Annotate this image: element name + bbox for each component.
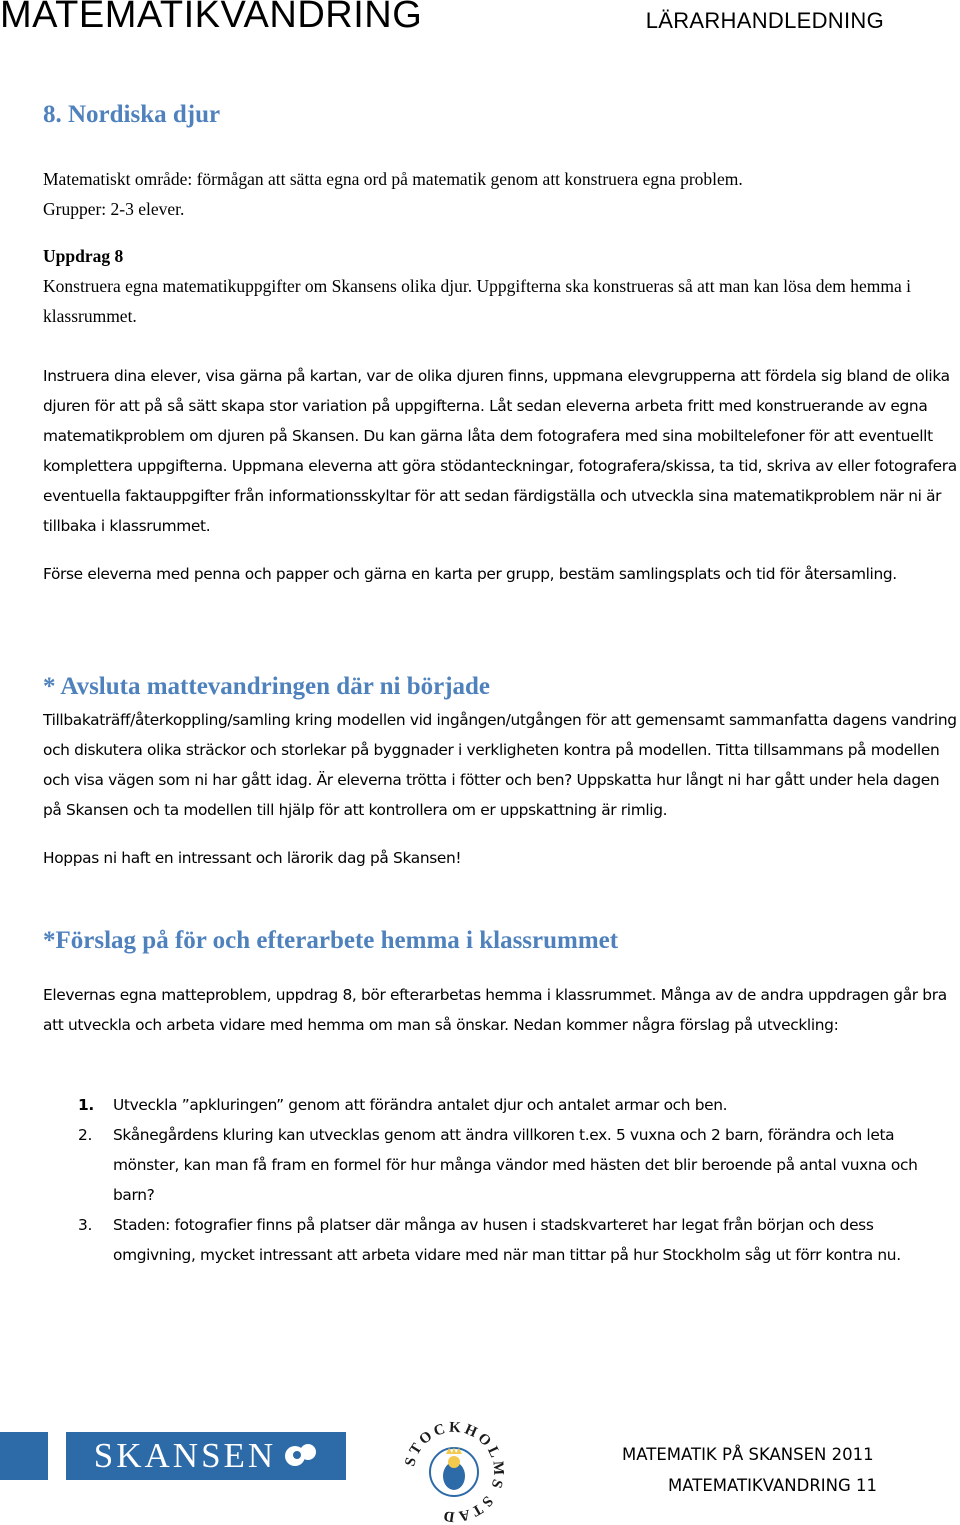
list-item	[43, 1210, 958, 1270]
instruction-block	[43, 361, 958, 589]
document-header-title: MATEMATIKVANDRING	[0, 0, 423, 36]
closing-text: Hoppas ni haft en intressant och lärorik dag på Skansen!	[43, 849, 462, 867]
followup-block	[43, 980, 958, 1040]
ending-block	[43, 705, 958, 873]
instruction-text: Instruera dina elever, visa gärna på kartan, var de olika djuren finns, uppmana elevgrupperna att fördela sig bland de olika djuren för att på så sätt skapa stor variation på uppgifterna. Låt sedan eleverna arbeta fritt med konstruerande av egna matematikproblem om djuren på Skansen. Du kan gärna låta dem fotografera med sina mobiltelefoner för att eventuellt komplettera uppgifterna. Uppmana eleverna att göra stödanteckningar, fotografera/skissa, ta tid, skriva av eller fotografera eventuella faktauppgifter från informationsskyltar för att sedan färdigställa och utveckla sina matematikproblem när ni är tillbaka i klassrummet.	[43, 367, 957, 535]
footer-accent-square	[0, 1432, 48, 1480]
materials-text: Förse eleverna med penna och papper och gärna en karta per grupp, bestäm samlingsplats och tid för återsamling.	[43, 565, 897, 583]
task-text: Konstruera egna matematikuppgifter om Skansens olika djur. Uppgifterna ska konstrueras så att man kan lösa dem hemma i klassrummet.	[43, 276, 911, 326]
footer-line-2: MATEMATIKVANDRING 11	[668, 1476, 878, 1495]
document-header-label: LÄRARHANDLEDNING	[645, 8, 884, 33]
stockholm-seal-icon	[402, 1420, 506, 1524]
followup-title: *Förslag på för och efterarbete hemma i klassrummet	[43, 927, 619, 954]
area-line: Matematiskt område: förmågan att sätta egna ord på matematik genom att konstruera egna problem.	[43, 169, 743, 189]
area-block	[43, 164, 943, 224]
list-item-text: Staden: fotografier finns på platser där många av husen i stadskvarteret har legat från början och dess omgivning, mycket intressant att arbeta vidare med när man tittar på hur Stockholm såg ut förr kontra nu.	[113, 1216, 901, 1264]
ending-title: * Avsluta mattevandringen där ni började	[43, 673, 491, 700]
followup-intro: Elevernas egna matteproblem, uppdrag 8, bör efterarbetas hemma i klassrummet. Många av de andra uppdragen går bra att utveckla och arbeta vidare med hemma om man så önskar. Nedan kommer några förslag på utveckling:	[43, 986, 947, 1034]
svg-text:STOCKHOLMS STAD: STOCKHOLMS STAD	[402, 1420, 506, 1524]
list-item	[43, 1120, 958, 1210]
list-item-number: 1.	[78, 1096, 94, 1114]
list-item-number: 3.	[78, 1216, 92, 1234]
footer-line-1: MATEMATIK PÅ SKANSEN 2011	[622, 1445, 874, 1464]
skansen-logo-text: SKANSEN	[93, 1436, 277, 1475]
groups-line: Grupper: 2-3 elever.	[43, 199, 185, 219]
suggestion-list	[43, 1090, 958, 1270]
list-item	[43, 1090, 958, 1120]
task-title: Uppdrag 8	[43, 246, 124, 266]
task-block	[43, 241, 960, 331]
list-item-text: Skånegårdens kluring kan utvecklas genom att ändra villkoren t.ex. 5 vuxna och 2 barn, förändra och leta mönster, kan man få fram en formel för hur många vändor med hästen det blir beroende på antal vuxna och barn?	[113, 1126, 918, 1204]
skansen-logo	[66, 1432, 346, 1480]
section-title: 8. Nordiska djur	[43, 101, 221, 128]
list-item-text: Utveckla ”apkluringen” genom att förändra antalet djur och antalet armar och ben.	[113, 1096, 728, 1114]
list-item-number: 2.	[78, 1126, 92, 1144]
ending-text: Tillbakaträff/återkoppling/samling kring modellen vid ingången/utgången för att gemensamt sammanfatta dagens vandring och diskutera olika sträckor och storlekar på byggnader i verkligheten kontra på modellen. Titta tillsammans på modellen och visa vägen som ni har gått idag. Är eleverna trötta i fötter och ben? Uppskatta hur långt ni har gått under hela dagen på Skansen och ta modellen till hjälp för att kontrollera om er uppskattning är rimlig.	[43, 711, 957, 819]
skansen-emblem-icon	[284, 1441, 318, 1471]
